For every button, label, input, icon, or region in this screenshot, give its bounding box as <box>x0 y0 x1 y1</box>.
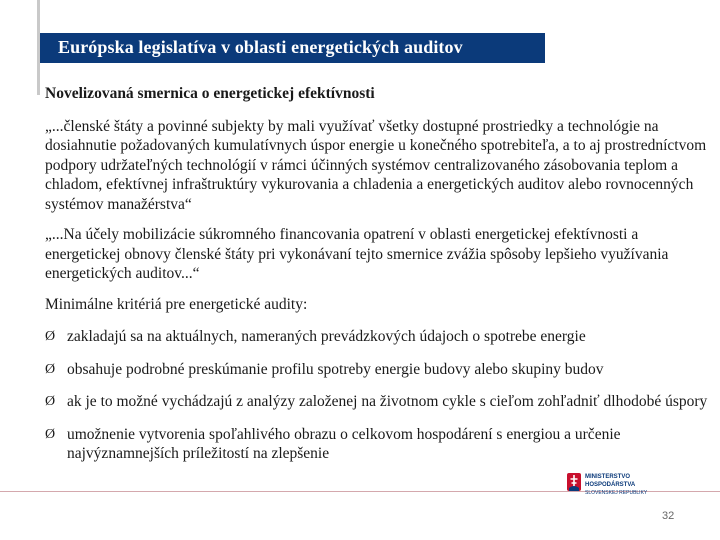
criteria-bullet <box>45 392 713 412</box>
logo-text-line: HOSPODÁRSTVA <box>585 482 636 488</box>
arrow-bullet-icon: Ø <box>45 361 56 377</box>
criteria-bullet <box>45 360 713 380</box>
logo-text-line: SLOVENSKEJ REPUBLIKY <box>585 490 648 496</box>
quote-paragraph-2: „...Na účely mobilizácie súkromného financovania opatrení v oblasti energetickej efektívnosti a energetickej obnovy členské štáty pri vykonávaní tejto smernice zvážia spôsoby lepšieho využívania energetických auditov...“ <box>45 226 669 282</box>
arrow-bullet-icon: Ø <box>45 426 56 442</box>
bullet-text: umožnenie vytvorenia spoľahlivého obrazu o celkovom hospodárení s energiou a určenie najvýznamnejších príležitostí na zlepšenie <box>67 425 621 462</box>
bullet-text: ak je to možné vychádzajú z analýzy založenej na životnom cykle s cieľom zohľadniť dlhodobé úspory <box>67 393 708 410</box>
arrow-bullet-icon: Ø <box>45 394 56 409</box>
ministry-logo <box>567 467 672 501</box>
bullet-text: zakladajú sa na aktuálnych, nameraných prevádzkových údajoch o spotrebe energie <box>67 328 586 345</box>
slide-title: Európska legislatíva v oblasti energetických auditov <box>58 37 463 57</box>
logo-text-line: MINISTERSTVO <box>585 474 631 480</box>
subheading: Novelizovaná smernica o energetickej efektívnosti <box>45 85 375 102</box>
page-number: 32 <box>662 510 675 522</box>
criteria-bullet <box>45 425 713 464</box>
bullet-text: obsahuje podrobné preskúmanie profilu spotreby energie budovy alebo skupiny budov <box>67 360 604 378</box>
slide-body <box>45 84 713 477</box>
criteria-lead: Minimálne kritériá pre energetické audity: <box>45 295 308 313</box>
arrow-bullet-icon: Ø <box>45 329 56 344</box>
criteria-bullet <box>45 327 713 347</box>
quote-paragraph-1: „...členské štáty a povinné subjekty by mali využívať všetky dostupné prostriedky a technológie na dosiahnutie požadovaných kumulatívnych úspor energie u konečného spotrebiteľa, a to aj prostredníctvom podpory udržateľných technológií v rámci účinných systémov centralizovaného zásobovania teplom a chladom, efektívnej infraštruktúry vykurovania a chladenia a energetických auditov alebo rovnocenných systémov manažérstva“ <box>45 117 707 213</box>
